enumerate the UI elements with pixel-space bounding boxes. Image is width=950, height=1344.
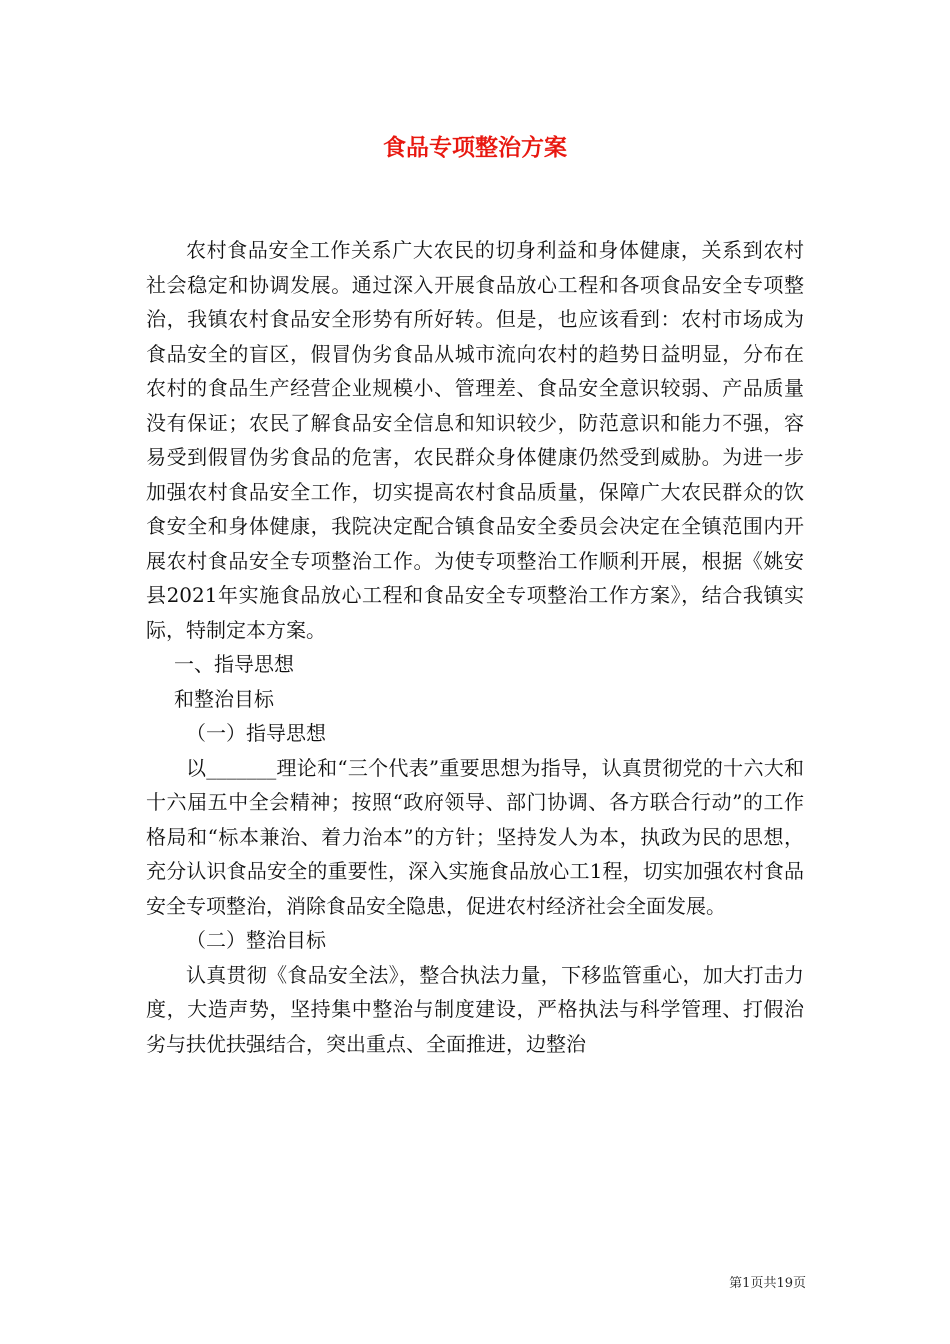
document-body [146, 233, 804, 1061]
subsection-heading-2: （二）整治目标 [186, 928, 326, 952]
guiding-ideology-paragraph: 以_______理论和“三个代表”重要思想为指导，认真贯彻党的十六大和十六届五中全会精神；按照“政府领导、部门协调、各方联合行动”的工作格局和“标本兼治、着力治本”的方针；坚持发人为本，执政为民的思想，充分认识食品安全的重要性，深入实施食品放心工1程，切实加强农村食品安全专项整治，消除食品安全隐患，促进农村经济社会全面发展。 [146, 755, 804, 918]
section-heading-1-continued: 和整治目标 [174, 686, 274, 711]
section-heading-1: 一、指导思想 [174, 652, 294, 676]
subsection-heading-1: （一）指导思想 [186, 721, 326, 745]
document-title: 食品专项整治方案 [383, 134, 567, 161]
targets-paragraph: 认真贯彻《食品安全法》，整合执法力量，下移监管重心，加大打击力度，大造声势，坚持集中整治与制度建设，严格执法与科学管理、打假治劣与扶优扶强结合，突出重点、全面推进，边整治 [146, 962, 804, 1056]
intro-paragraph: 农村食品安全工作关系广大农民的切身利益和身体健康，关系到农村社会稳定和协调发展。通过深入开展食品放心工程和各项食品安全专项整治，我镇农村食品安全形势有所好转。但是，也应该看到：农村市场成为食品安全的盲区，假冒伪劣食品从城市流向农村的趋势日益明显，分布在农村的食品生产经营企业规模小、管理差、食品安全意识较弱、产品质量没有保证；农民了解食品安全信息和知识较少，防范意识和能力不强，容易受到假冒伪劣食品的危害，农民群众身体健康仍然受到威胁。为进一步加强农村食品安全工作，切实提高农村食品质量，保障广大农民群众的饮食安全和身体健康，我院决定配合镇食品安全委员会决定在全镇范围内开展农村食品安全专项整治工作。为使专项整治工作顺利开展，根据《姚安县2021年实施食品放心工程和食品安全专项整治工作方案》，结合我镇实际，特制定本方案。 [146, 238, 804, 642]
page-number-footer: 第1页共19页 [729, 1276, 806, 1291]
